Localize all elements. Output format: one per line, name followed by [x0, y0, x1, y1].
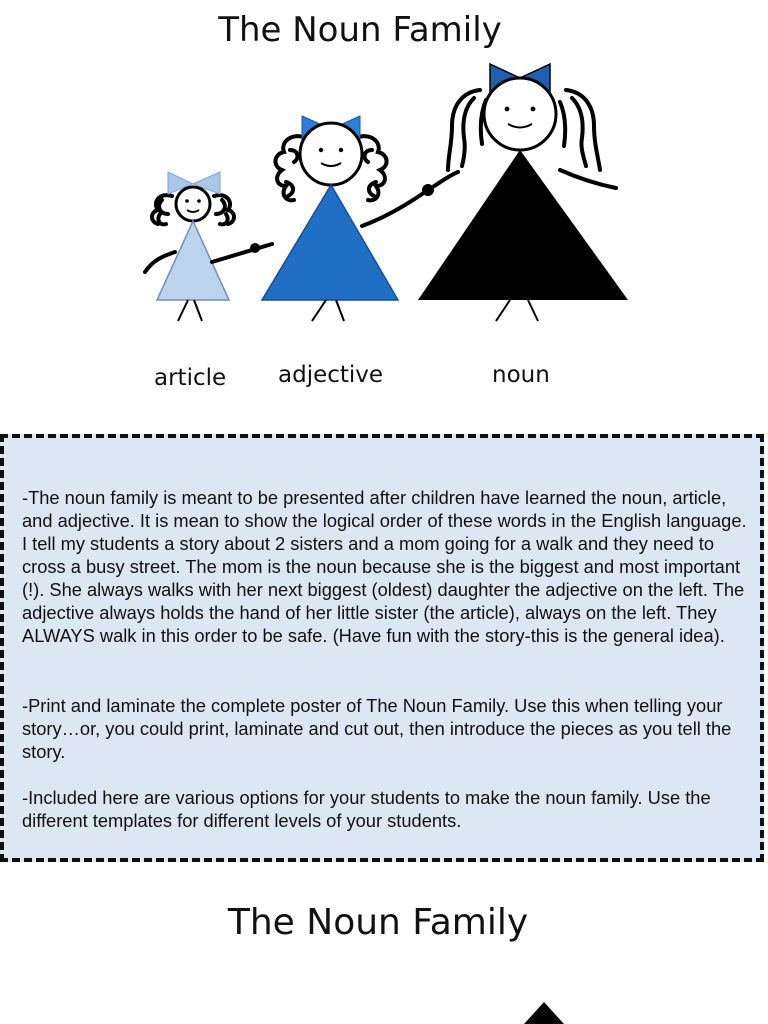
noun-triangle-partial — [520, 1000, 570, 1024]
instructions-paragraph: -Print and laminate the complete poster of The Noun Family. Use this when telling your story…or, you could print, laminate and cut out, then introduce the pieces as you tell the story. — [22, 695, 732, 762]
noun-family-illustration — [0, 55, 768, 335]
instructions-box — [0, 434, 764, 862]
adjective-dress — [262, 185, 398, 300]
adjective-label: adjective — [278, 362, 384, 388]
instructions-paragraph: -Included here are various options for your students to make the noun family. Use the different templates for different levels of your students. — [22, 787, 711, 831]
noun-head — [484, 78, 556, 150]
instructions-paragraph: -The noun family is meant to be presented after children have learned the noun, article, and adjective. It is mean to show the logical order of these words in the English language. I tell my students a story about 2 sisters and a mom going for a walk and they need to cross a busy street. The mom is the noun because she is the biggest and most important (!). She always walks with her next biggest (oldest) daughter the adjective on the left. The adjective always holds the hand of her little sister (the article), always on the left. They ALWAYS walk in this order to be safe. (Have fun with the story-this is the general idea). — [22, 487, 747, 646]
noun-figure — [418, 64, 628, 321]
page-title: The Noun Family — [218, 10, 502, 50]
adjective-head — [300, 123, 362, 185]
noun-dress — [418, 150, 628, 300]
article-figure — [145, 172, 234, 321]
page-title-second: The Noun Family — [227, 902, 529, 943]
article-head — [176, 187, 210, 221]
article-label: article — [154, 365, 227, 391]
noun-label: noun — [492, 362, 550, 388]
